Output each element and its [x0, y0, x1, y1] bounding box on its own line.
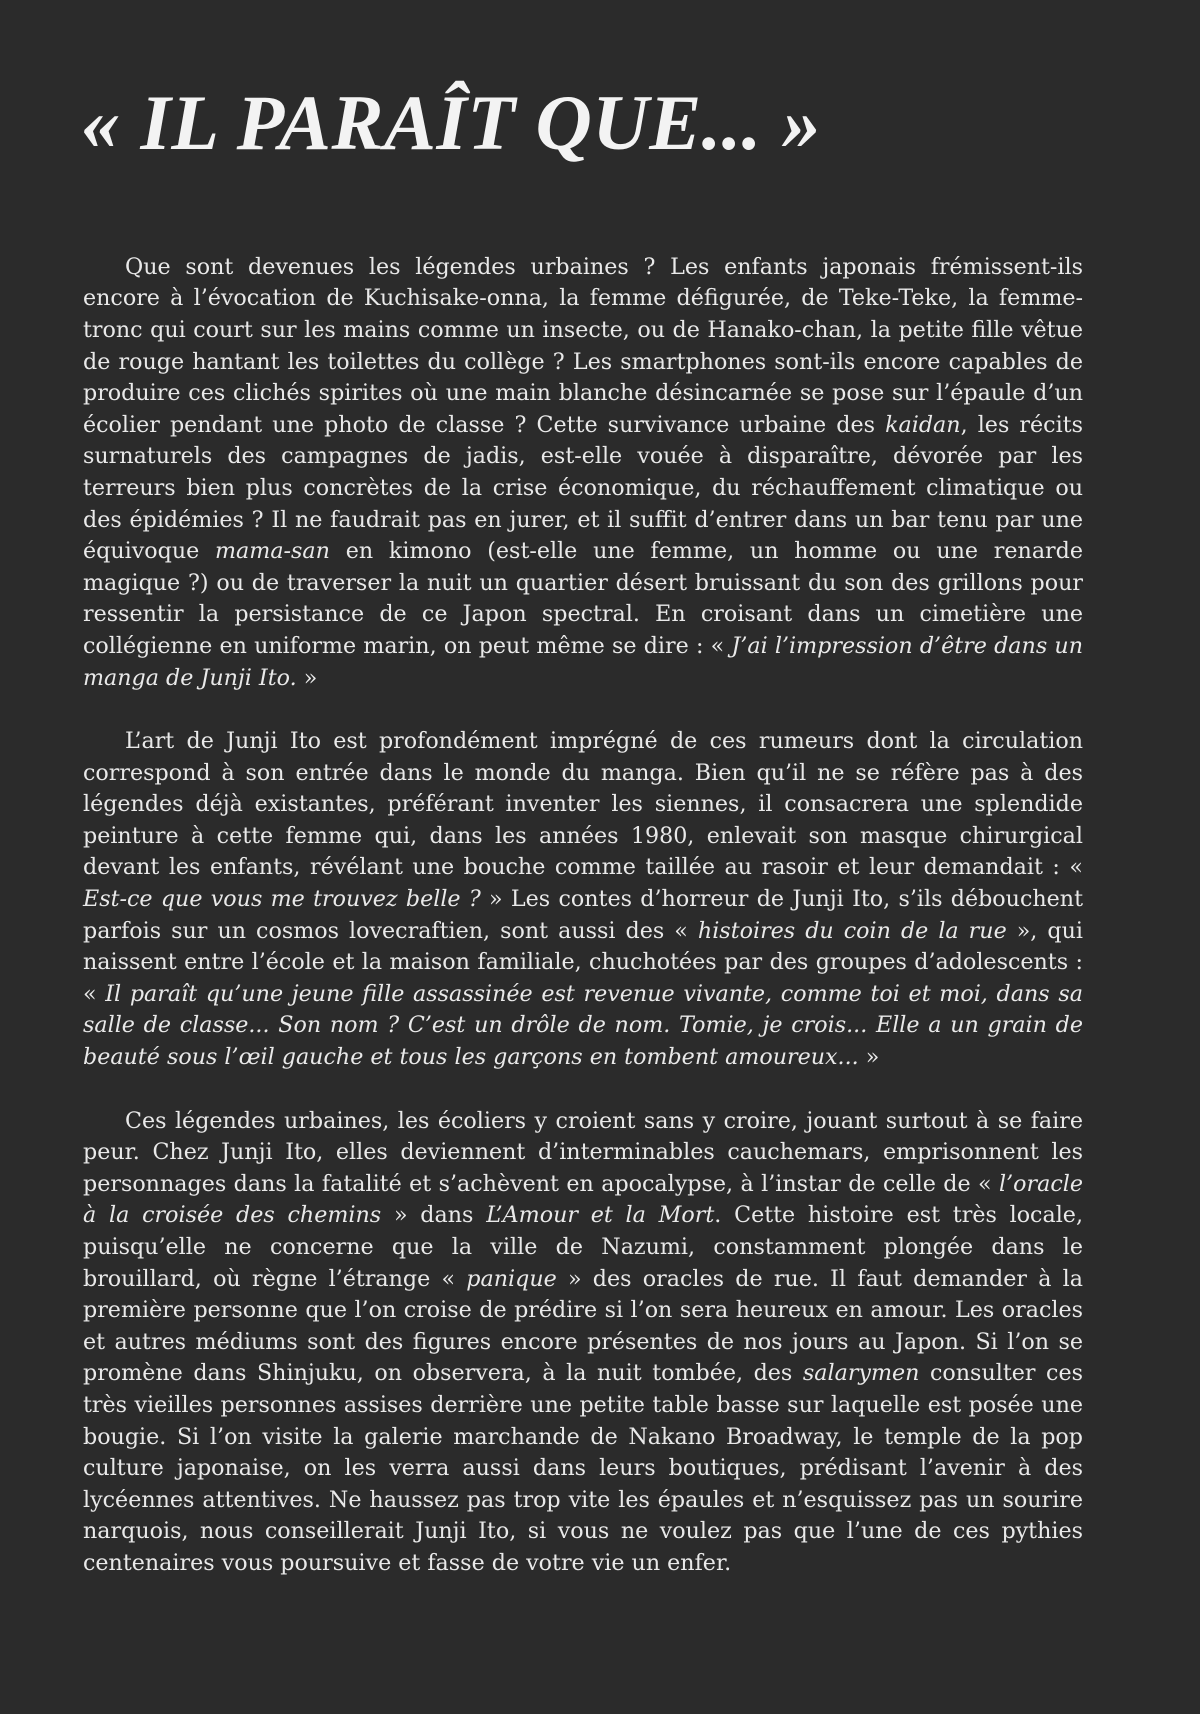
- paragraph-2: [83, 726, 1083, 1074]
- text-run: » Les contes d’horreur de Junji Ito, s’ils débouchent parfois sur un cosmos lovecraftien, sont aussi des «: [83, 886, 1084, 944]
- italic-run: kaidan: [885, 411, 961, 438]
- text-run: », qui naissent entre l’école et la maison familiale, chuchotées par des groupes d’adolescents : «: [83, 917, 1083, 1007]
- italic-run: l’oracle à la croisée des chemins: [83, 1170, 1083, 1229]
- text-run: Ces légendes urbaines, les écoliers y croient sans y croire, jouant surtout à se faire peur. Chez Junji Ito, elles deviennent d’interminables cauchemars, emprisonnent les personnages dans la fatalité et s’achèvent en apocalypse, à l’instar de celle de «: [83, 1107, 1083, 1197]
- text-run: , les récits surnaturels des campagnes de jadis, est-elle vouée à disparaître, dévorée par les terreurs bien plus concrètes de la crise économique, du réchauffement climatique ou des épidémies ? Il ne faudrait pas en jurer, et il suffit d’entrer dans un bar tenu par une équivoque: [83, 411, 1083, 565]
- paragraph-3: [83, 1106, 1083, 1580]
- text-run: »: [296, 664, 318, 691]
- text-run: L’art de Junji Ito est profondément imprégné de ces rumeurs dont la circulation correspond à son entrée dans le monde du manga. Bien qu’il ne se réfère pas à des légendes déjà existantes, préférant inventer les siennes, il consacrera une splendide peinture à cette femme qui, dans les années 1980, enlevait son masque chirurgical devant les enfants, révélant une bouche comme taillée au rasoir et leur demandait : «: [83, 728, 1083, 881]
- italic-run: panique: [466, 1265, 557, 1292]
- text-run: » des oracles de rue. Il faut demander à la première personne que l’on croise de prédire si l’on sera heureux en amour. Les oracles et autres médiums sont des figures encore présentes de nos jours au Japon. Si l’on se promène dans Shinjuku, on observera, à la nuit tombée, des: [83, 1265, 1084, 1387]
- text-run: en kimono (est-elle une femme, un homme ou une renarde magique ?) ou de traverser la nuit un quartier désert bruissant du son des grillons pour ressentir la persistance de ce Japon spectral. En croisant dans un cimetière une collégienne en uniforme marin, on peut même se dire : «: [83, 538, 1084, 659]
- text-run: »: [858, 1044, 880, 1071]
- page-title: « IL PARAÎT QUE... »: [81, 79, 822, 166]
- italic-run: salarymen: [802, 1360, 920, 1387]
- paragraph-1: [83, 252, 1083, 694]
- italic-run: L’Amour et la Mort: [486, 1202, 715, 1229]
- italic-run: Est-ce que vous me trouvez belle ?: [83, 886, 481, 913]
- italic-run: histoires du coin de la rue: [697, 917, 1007, 944]
- italic-run: mama-san: [215, 538, 330, 565]
- text-run: consulter ces très vieilles personnes assises derrière une petite table basse sur laquelle est posée une bougie. Si l’on visite la galerie marchande de Nakano Broadway, le temple de la pop culture japonaise, on les verra aussi dans leurs boutiques, prédisant l’avenir à des lycéennes attentives. Ne haussez pas trop vite les épaules et n’esquissez pas un sourire narquois, nous conseillerait Junji Ito, si vous ne voulez pas que l’une de ces pythies centenaires vous poursuive et fasse de votre vie un enfer.: [83, 1360, 1083, 1576]
- italic-run: J’ai l’impression d’être dans un manga de Junji Ito.: [83, 632, 1083, 691]
- italic-run: Il paraît qu’une jeune fille assassinée est revenue vivante, comme toi et moi, dans sa salle de classe... Son nom ? C’est un drôle de nom. Tomie, je crois... Elle a un grain de beauté sous l’œil gauche et tous les garçons en tombent amoureux...: [83, 980, 1083, 1071]
- text-run: » dans: [381, 1202, 487, 1229]
- text-run: Que sont devenues les légendes urbaines ? Les enfants japonais frémissent-ils encore à l’évocation de Kuchisake-onna, la femme défigurée, de Teke-Teke, la femme-tronc qui court sur les mains comme un insecte, ou de Hanako-chan, la petite fille vêtue de rouge hantant les toilettes du collège ? Les smartphones sont-ils encore capables de produire ces clichés spirites où une main blanche désincarnée se pose sur l’épaule d’un écolier pendant une photo de classe ? Cette survivance urbaine des: [83, 253, 1083, 438]
- article-body: [83, 252, 1083, 1580]
- article-page: [83, 80, 1083, 1612]
- text-run: . Cette histoire est très locale, puisqu’elle ne concerne que la ville de Nazumi, constamment plongée dans le brouillard, où règne l’étrange «: [83, 1202, 1083, 1292]
